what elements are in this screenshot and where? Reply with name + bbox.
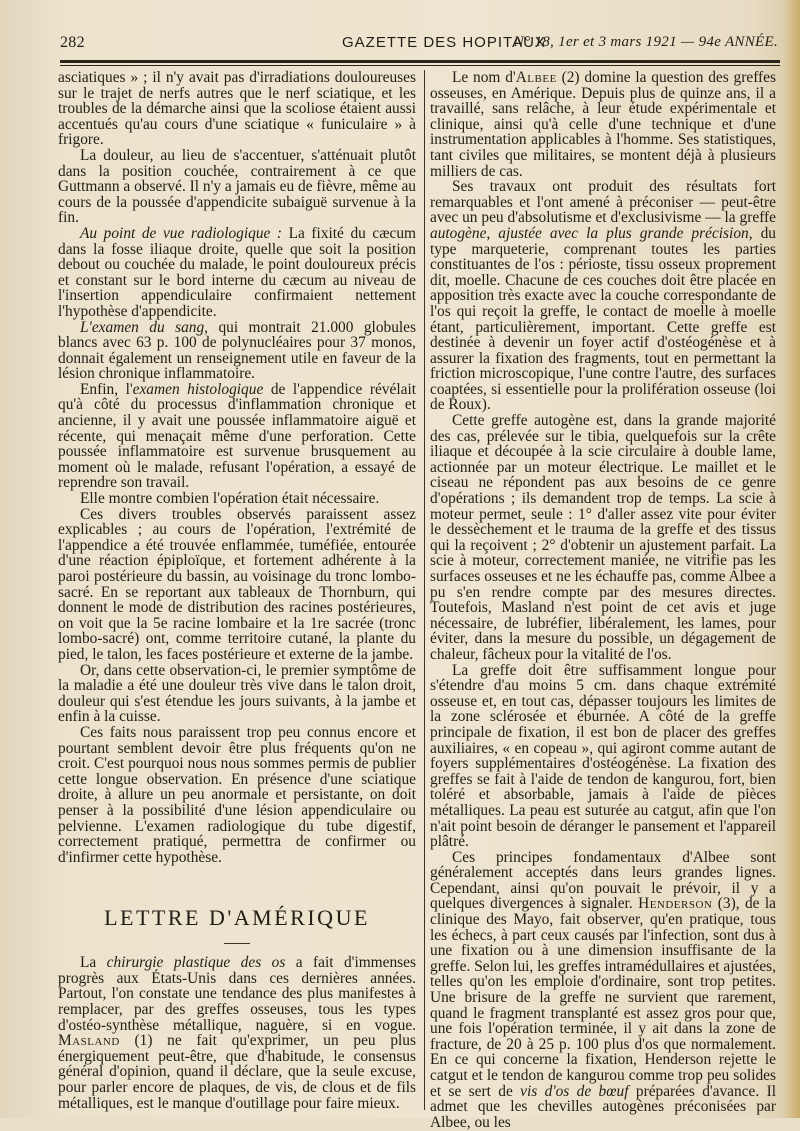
page-number: 282	[60, 34, 85, 51]
paragraph-text: du type marqueterie, comprenant toutes les parties constituantes de l'os : périoste, tissu osseux proprement dit, moelle. Chacune de ces couches doit être placée en apposition très exacte avec la couche correspondante de l'os qui reçoit la greffe, le contact de moelle à moelle étant, particulièrement, important. Cette greffe est destinée à devenir un foyer actif d'ostéogénèse et à assurer la fixation des fragments, tout en permettant la friction microscopique, l'une contre l'autre, des surfaces coaptées, si essentielle pour la prolifération osseuse (loi de Roux).	[430, 224, 776, 414]
paragraph: La greffe doit être suffisamment longue pour s'étendre d'au moins 5 cm. dans chaque extrémité osseuse et, en tout cas, dépasser toujours les limites de la zone sclérosée et éburnée. A côté de la greffe principale de fixation, il est bon de placer des greffes auxiliaires, « en copeau », qui agiront comme autant de foyers supplémentaires d'ostéogénèse. La fixation des greffes se fait à l'aide de tendon de kangurou, fort, bien toléré et absorbable, jamais à l'aide de pièces métalliques. La peau est suturée au catgut, afin que l'on n'ait point besoin de déranger le pansement et l'appareil plâtré.	[430, 661, 776, 851]
paragraph: Ces faits nous paraissent trop peu connus encore et pourtant semblent devoir être plus fréquents qu'on ne croit. C'est pourquoi nous nous sommes permis de publier cette longue observation. En présence d'une sciatique droite, à allure un peu anormale et persistante, on doit penser à la possibilité d'une lésion appendiculaire ou pelvienne. L'examen radiologique du tube digestif, correctement pratiqué, permettra de confirmer ou d'infirmer cette hypothèse.	[58, 723, 416, 866]
italic-lead: examen histologique	[132, 380, 264, 398]
author-name: Masland	[58, 1032, 120, 1050]
paragraph	[430, 179, 776, 413]
paragraph: Cette greffe autogène est, dans la grande majorité des cas, prélevée sur le tibia, quelquefois sur la crête iliaque et découpée à la scie circulaire à double lame, actionnée par un moteur électrique. Le maillet et le ciseau ne répondent pas aux besoins de ce genre d'opérations ; ils demandent trop de temps. La scie à moteur permet, seule : 1° d'aller assez vite pour éviter le dessèchement et le trauma de la greffe et des tissus qui la reçoivent ; 2° d'obtenir un ajustement parfait. La scie à moteur, correctement maniée, ne vitrifie pas les surfaces osseuses et ne les échauffe pas, comme Albee a pu s'en rendre compte par des mesures directes. Toutefois, Masland n'est point de cet avis et juge nécessaire, de lubréfier, libéralement, les lames, pour éviter, dans la mesure du possible, un dégagement de chaleur, fâcheux pour la vitalité de l'os.	[430, 412, 776, 663]
author-name: Henderson	[638, 895, 713, 913]
paragraph-pre: Enfin, l'	[80, 380, 133, 398]
author-name: Albee	[515, 69, 557, 86]
header-rule-thick	[60, 60, 780, 63]
paragraph-pre: Le nom d'	[452, 69, 516, 86]
right-column	[430, 70, 776, 1130]
paragraph-text: préparées d'avance. Il admet que les chevilles autogènes préconisées par Albee, ou les	[430, 1082, 776, 1131]
journal-title: GAZETTE DES HOPITAUX	[342, 34, 546, 51]
column-divider	[424, 70, 425, 1110]
paragraph: Or, dans cette observation-ci, le premier symptôme de la maladie a été une douleur très vive dans le talon droit, douleur qui s'est étendue les jours suivants, à la jambe et enfin à la cuisse.	[58, 661, 416, 726]
italic-lead: Au point de vue radiologique :	[80, 224, 283, 242]
paragraph-pre: Ces principes fondamentaux d'Albee sont généralement acceptés dans leurs grandes lignes. Cependant, ainsi qu'on pouvait le prévoir, il y a quelques divergences à signaler.	[430, 848, 776, 913]
title-ornament	[58, 935, 416, 941]
paragraph-pre: La	[80, 954, 107, 972]
paragraph-text: de l'appendice révélait qu'à côté du processus d'inflammation chronique et ancienne, il y avait une poussée inflammatoire aiguë et récente, qui menaçait même d'une perforation. Cette poussée inflammatoire est survenue brusquement au moment où le malade, refusant l'opération, a essayé de reprendre son travail.	[58, 380, 416, 492]
italic-lead: autogène, ajustée avec la plus grande précision,	[430, 224, 753, 242]
paragraph	[58, 955, 416, 1111]
header-rule-thin	[60, 65, 780, 66]
issue-line: N° 18, 1er et 3 mars 1921 — 94e ANNÉE.	[513, 34, 778, 50]
paragraph-text: (3), de la clinique des Mayo, fait observer, qu'en pratique, tous les échecs, à part ceux causés par l'infection, sont dus à une fixation ou à une dimension insuffisante de la greffe. Selon lui, les greffes intramédullaires et ajustées, telles qu'on les emploie d'ordinaire, sont trop petites. Une brisure de la greffe ne survient que rarement, quand le fragment transplanté est assez gros pour que, une fois l'opération terminée, il y ait dans la zone de fracture, de 20 à 25 p. 100 plus d'os que normalement. En ce qui concerne la fixation, Henderson rejette le catgut et le tendon de kangurou comme trop peu solides et se sert de	[430, 895, 776, 1100]
left-column	[58, 70, 416, 1111]
paragraph-text: a fait d'immenses progrès aux États-Unis dans ces dernières années. Partout, l'on constate une tendance des plus manifestes à remplacer, par des greffes osseuses, tous les types d'ostéo-synthèse métallique, naguère, si en vogue.	[58, 954, 416, 1034]
page-edge-shadow	[782, 0, 800, 1118]
italic-lead: L'examen du sang,	[80, 318, 209, 336]
paragraph	[58, 382, 416, 491]
paragraph	[58, 226, 416, 320]
paragraph-text: (1) ne fait qu'exprimer, un peu plus énergiquement peut-être, que d'habitude, le consensus général d'opinion, quand il déclare, que la seule excuse, pour parler encore de plaques, de vis, de clous et de fils métalliques, est le manque d'outillage pour faire mieux.	[58, 1032, 416, 1112]
paragraph: asciatiques » ; il n'y avait pas d'irradiations douloureuses sur le trajet de nerfs autres que le nerf sciatique, et les troubles de la démarche ainsi que la scoliose étaient aussi accentués qu'au cours d'une sciatique « funiculaire » à frigore.	[58, 69, 416, 149]
paragraph	[58, 320, 416, 382]
section-title: LETTRE D'AMÉRIQUE	[104, 905, 370, 931]
page-header	[60, 34, 778, 56]
paragraph	[430, 850, 776, 1131]
paragraph: Ces divers troubles observés paraissent assez explicables ; au cours de l'opération, l'extrémité de l'appendice a été trouvée enflammée, tuméfiée, entourée d'une réaction épiploïque, et fortement adhérente à la paroi postérieure du bassin, au voisinage du tronc lombo-sacré. En se reportant aux tableaux de Thornburn, qui donnent le mode de distribution des racines postérieures, on voit que la 5e racine lombaire et la 1re sacrée (tronc lombo-sacré) ont, comme territoire cutané, la plante du pied, le talon, les faces postérieure et externe de la jambe.	[58, 505, 416, 663]
paragraph: Elle montre combien l'opération était nécessaire.	[80, 490, 380, 508]
paragraph-text: qui montrait 21.000 globules blancs avec 63 p. 100 de polynucléaires pour 37 monos, donnait également un renseignement utile en faveur de la lésion chronique inflammatoire.	[58, 318, 416, 383]
paragraph	[430, 70, 776, 179]
paragraph-text: La fixité du cæcum dans la fosse iliaque droite, quelle que soit la position debout ou couchée du malade, le point douloureux précis et constant sur le bord interne du cæcum au niveau de l'insertion appendiculaire confirmaient nettement l'hypothèse d'appendicite.	[58, 224, 416, 320]
paragraph-pre: Ses travaux ont produit des résultats fort remarquables et l'ont amené à préconiser — peut-être avec un peu d'absolutisme et d'exclusivisme — la greffe	[430, 178, 776, 227]
paragraph: La douleur, au lieu de s'accentuer, s'atténuait plutôt dans la position couchée, contrairement à ce que Guttmann a observé. Il n'y a jamais eu de fièvre, même au cours de la poussée d'appendicite subaiguë survenue à la fin.	[58, 146, 416, 227]
paragraph-text: (2) domine la question des greffes osseuses, en Amérique. Depuis plus de quinze ans, il a travaillé, sans relâche, à leur étude expérimentale et clinique, ainsi qu'à celle d'une technique et d'une instrumentation applicables à l'homme. Ses statistiques, tant civiles que militaires, se montent déjà à plusieurs milliers de cas.	[430, 69, 776, 180]
italic-lead: vis d'os de bœuf	[520, 1082, 629, 1100]
italic-lead: chirurgie plastique des os	[106, 954, 286, 972]
